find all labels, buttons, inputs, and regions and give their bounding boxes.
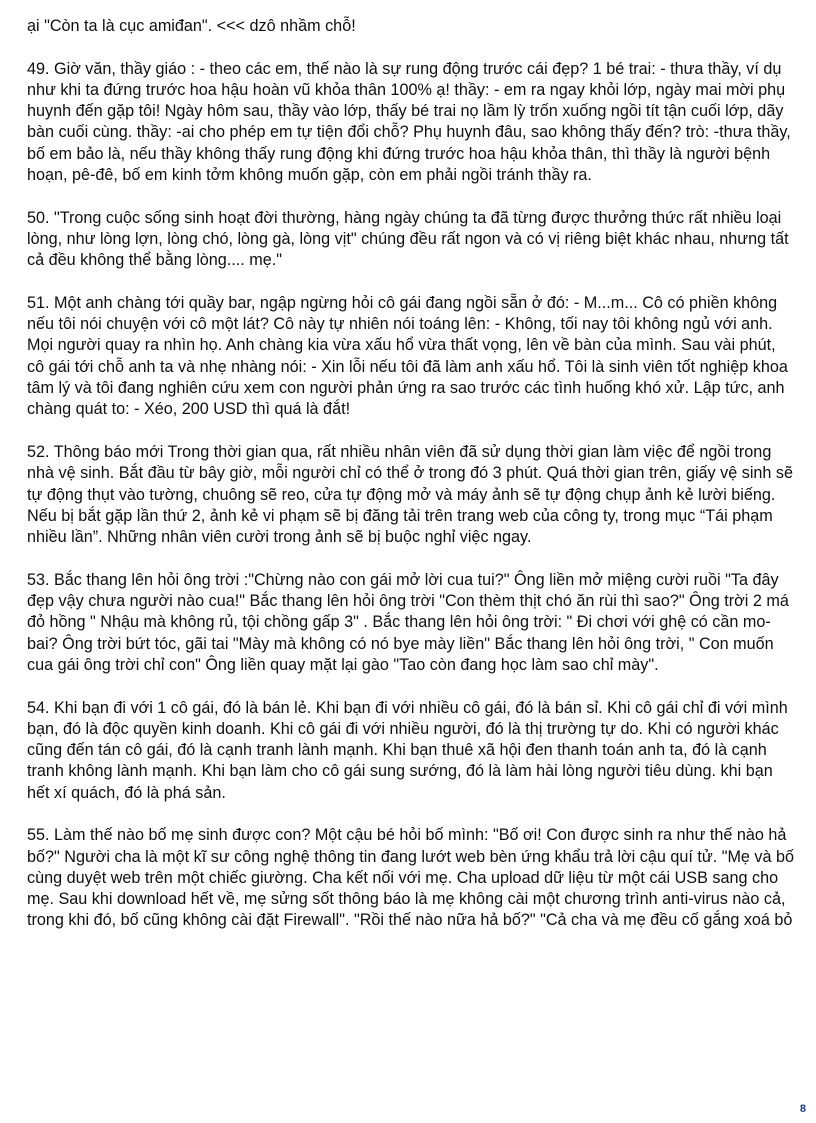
page-number: 8 xyxy=(799,1103,806,1115)
paragraph-joke-51: 51. Một anh chàng tới quầy bar, ngập ngừng hỏi cô gái đang ngồi sẵn ở đó: - M...m... Cô có phiền không nếu tôi nói chuyện với cô một lát? Cô này tự nhiên nói toáng lên: - Không, tối nay tôi không ngủ với anh. Mọi người quay ra nhìn họ. Anh chàng kia vừa xấu hổ vừa thất vọng, lên về bàn của mình. Sau vài phút, cô gái tới chỗ anh ta và nhẹ nhàng nói: - Xin lỗi nếu tôi đã làm anh xấu hổ. Tôi là sinh viên tốt nghiệp khoa tâm lý và tôi đang nghiên cứu xem con người phản ứng ra sao trước các tình huống khó xử. Lập tức, anh chàng quát to: - Xéo, 200 USD thì quá là đắt! xyxy=(27,293,788,419)
paragraph-joke-53: 53. Bắc thang lên hỏi ông trời :"Chừng nào con gái mở lời cua tui?" Ông liền mở miệng cười ruồi "Ta đây đẹp vậy chưa người nào cua!" Bắc thang lên hỏi ông trời "Con thèm thịt chó ăn rùi thì sao?" Ông trời 2 má đỏ hồng " Nhậu mà không rủ, tội chồng gấp 3" . Bắc thang lên hỏi ông trời: " Đi chơi với ghệ có cần mo-bai? Ông trời bứt tóc, gãi tai "Mày mà không có nó bye mày liền" Bắc thang lên hỏi ông trời, " Con muốn cua gái ông trời chỉ con" Ông liền quay mặt lại gào "Tao còn đang học làm sao chỉ mày". xyxy=(27,570,789,674)
paragraph-joke-50: 50. "Trong cuộc sống sinh hoạt đời thường, hàng ngày chúng ta đã từng được thưởng thức rất nhiều loại lòng, như lòng lợn, lòng chó, lòng gà, lòng vịt" chúng đều rất ngon và có vị riêng biệt khác nhau, nhưng tất cả đều không thể bằng lòng.... mẹ." xyxy=(27,208,789,270)
paragraph-joke-52: 52. Thông báo mới Trong thời gian qua, rất nhiều nhân viên đã sử dụng thời gian làm việc để ngồi trong nhà vệ sinh. Bắt đầu từ bây giờ, mỗi người chỉ có thể ở trong đó 3 phút. Quá thời gian trên, giấy vệ sinh sẽ tự động thụt vào tường, chuông sẽ reo, cửa tự động mở và máy ảnh sẽ tự động chụp ảnh kẻ lười biếng. Nếu bị bắt gặp lần thứ 2, ảnh kẻ vi phạm sẽ bị đăng tải trên trang web của công ty, trong mục “Tái phạm nhiều lần”. Những nhân viên cười trong ảnh sẽ bị buộc nghỉ việc ngay. xyxy=(27,442,794,547)
paragraph-continuation: ại "Còn ta là cục amiđan". <<< dzô nhầm chỗ! xyxy=(27,17,356,35)
paragraph-joke-54: 54. Khi bạn đi với 1 cô gái, đó là bán lẻ. Khi bạn đi với nhiều cô gái, đó là bán sỉ. Khi cô gái chỉ đi với mình bạn, đó là độc quyền kinh doanh. Khi cô gái đi với nhiều người, đó là thị trường tự do. Khi có người khác cũng đến tán cô gái, đó là cạnh tranh lành mạnh. Khi bạn thuê xã hội đen thanh toán anh ta, đó là cạnh tranh không lành mạnh. Khi bạn làm cho cô gái sung sướng, đó là làm hài lòng người tiêu dùng. khi bạn hết xí quách, đó là phá sản. xyxy=(27,698,788,802)
paragraph-joke-55: 55. Làm thế nào bố mẹ sinh được con? Một cậu bé hỏi bố mình: "Bố ơi! Con được sinh ra như thế nào hả bố?" Người cha là một kĩ sư công nghệ thông tin đang lướt web bèn ứng khẩu trả lời cậu quí tử. "Mẹ và bố cùng duyệt web trên một chiếc giường. Cha kết nối với mẹ. Cha upload dữ liệu từ một cái USB sang cho mẹ. Sau khi download hết về, mẹ sửng sốt thông báo là mẹ không cài một chương trình anti-virus nào cả, trong khi đó, bố cũng không cài đặt Firewall". "Rồi thế nào nữa hả bố?" "Cả cha và mẹ đều cố gắng xoá bỏ xyxy=(27,826,795,930)
document-body xyxy=(27,16,795,953)
paragraph-joke-49: 49. Giờ văn, thầy giáo : - theo các em, thế nào là sự rung động trước cái đẹp? 1 bé trai: - thưa thầy, ví dụ như khi ta đứng trước hoa hậu hoàn vũ khỏa thân 100% ạ! thầy: - em ra ngay khỏi lớp, ngày mai mời phụ huynh đến gặp tôi! Ngày hôm sau, thầy vào lớp, thấy bé trai nọ lầm lỳ trốn xuống ngồi tít tận cuối lớp, dãy bàn cuối cùng. thầy: -ai cho phép em tự tiện đổi chỗ? Phụ huynh đâu, sao không thấy đến? trò: -thưa thầy, bố em bảo là, nếu thầy không thấy rung động khi đứng trước hoa hậu khỏa thân, thì thầy là người bệnh hoạn, pê-đê, bố em kinh tởm không muốn gặp, còn em phải ngồi tránh thầy ra. xyxy=(27,59,791,185)
